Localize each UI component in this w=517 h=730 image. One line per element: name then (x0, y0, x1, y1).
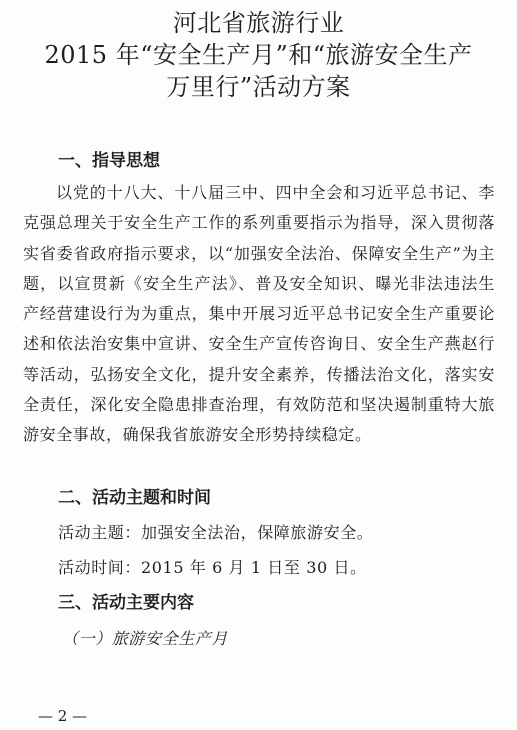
section-2-heading: 二、活动主题和时间 (58, 488, 211, 508)
page-number: — 2 — (38, 707, 88, 725)
section-1-body: 以党的十八大、十八届三中、四中全会和习近平总书记、李克强总理关于安全生产工作的系列重要指示为指导，深入贯彻落实省委省政府指示要求，以“加强安全法治、保障安全生产”为主题，以宣贯新《安全生产法》、普及安全知识、曝光非法违法生产经营建设行为为重点，集中开展习近平总书记安全生产重要论述和依法治安集中宣讲、安全生产宣传咨询日、安全生产燕赵行等活动，弘扬安全文化，提升安全素养，传播法治文化，落实安全责任，深化安全隐患排查治理，有效防范和坚决遏制重特大旅游安全事故，确保我省旅游安全形势持续稳定。 (23, 183, 495, 445)
activity-time: 活动时间：2015 年 6 月 1 日至 30 日。 (58, 558, 367, 577)
subsection-1-heading: （一）旅游安全生产月 (62, 629, 229, 648)
document-title-line-3: 万里行”活动方案 (166, 73, 351, 101)
document-title-line-2: 2015 年“安全生产月”和“旅游安全生产 (44, 41, 473, 69)
document-title-line-1: 河北省旅游行业 (172, 9, 345, 37)
section-1-heading: 一、指导思想 (58, 151, 160, 171)
section-3-heading: 三、活动主要内容 (58, 593, 194, 613)
activity-theme: 活动主题：加强安全法治，保障旅游安全。 (58, 523, 374, 542)
